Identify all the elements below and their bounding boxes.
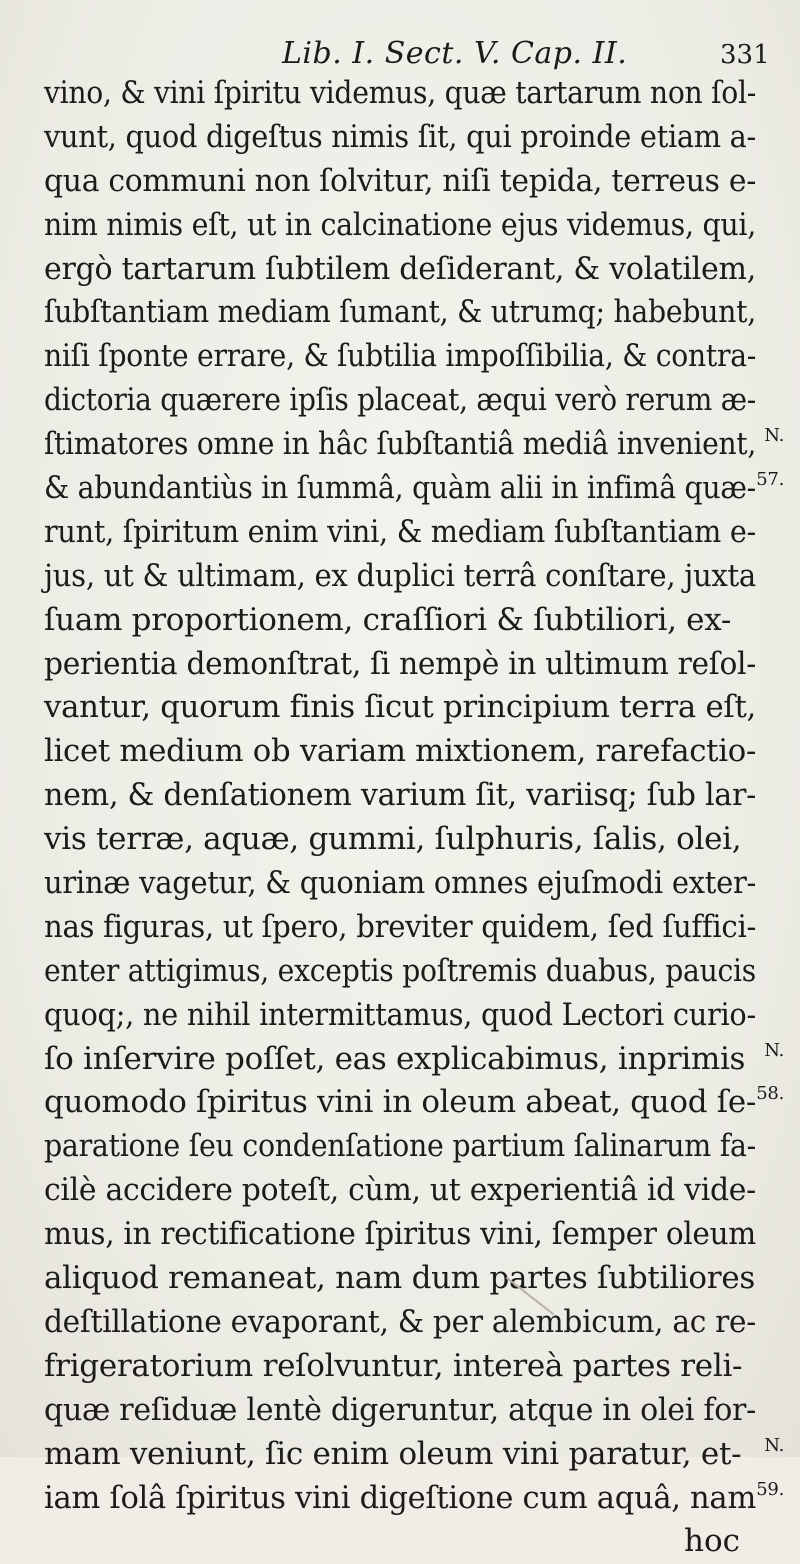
text-line [44, 1213, 784, 1257]
line-text: ſuam proportionem, craſſiori & ſubtiliori, ex- [44, 601, 732, 638]
line-text: quoq;, ne nihil intermittamus, quod Lectori curio- [44, 996, 756, 1033]
text-line [44, 467, 784, 511]
text-line [44, 994, 784, 1038]
text-line [44, 291, 784, 335]
text-line [44, 248, 784, 292]
line-text: ſo inſervire poſſet, eas explicabimus, inprimis [44, 1040, 746, 1077]
text-line [44, 686, 784, 730]
page-header [0, 36, 800, 76]
line-text: ergò tartarum ſubtilem deſiderant, & volatilem, [44, 250, 756, 287]
line-text: vantur, quorum finis ſicut principium terra eſt, [44, 689, 756, 726]
line-text: ſubſtantiam mediam ſumant, & utrumq; habebunt, [44, 294, 756, 331]
line-text: & abundantiùs in ſummâ, quàm alii in infimâ quæ- [44, 470, 756, 507]
line-text: runt, ſpiritum enim vini, & mediam ſubſtantiam e- [44, 513, 756, 550]
line-text: mam veniunt, ſic enim oleum vini paratur, et- [44, 1435, 742, 1472]
line-text: quæ reſiduæ lentè digeruntur, atque in olei for- [44, 1391, 756, 1428]
line-text: deſtillatione evaporant, & per alembicum, ac re- [44, 1303, 757, 1340]
line-text: vino, & vini ſpiritu videmus, quæ tartarum non ſol- [44, 75, 757, 111]
margin-note: N. [764, 1434, 784, 1456]
text-line [44, 1477, 784, 1521]
line-text: ſtimatores omne in hâc ſubſtantiâ mediâ invenient, [44, 426, 757, 463]
text-line [44, 1301, 784, 1345]
running-head: Lib. I. Sect. V. Cap. II. [282, 36, 628, 71]
line-text: enter attigimus, exceptis poſtremis duabus, paucis [44, 952, 756, 989]
text-line [44, 906, 784, 950]
margin-note: N. [764, 1039, 784, 1061]
text-line [44, 1169, 784, 1213]
text-line [44, 818, 784, 862]
text-line [44, 555, 784, 599]
text-line [44, 599, 784, 643]
margin-note: N. [764, 425, 784, 447]
text-line [44, 160, 784, 204]
line-text: paratione ſeu condenſatione partium ſalinarum fa- [44, 1128, 756, 1165]
line-text: frigeratorium reſolvuntur, intereà partes reli- [44, 1347, 743, 1384]
line-text: dictoria quærere ipſis placeat, æqui verò rerum æ- [44, 382, 756, 419]
text-line [44, 204, 784, 248]
text-line [44, 423, 784, 467]
text-line [44, 1345, 784, 1389]
margin-note: 58. [756, 1083, 784, 1105]
text-line [44, 116, 784, 160]
text-line [44, 1081, 784, 1125]
text-line [44, 1389, 784, 1433]
text-line [44, 335, 784, 379]
text-line [44, 730, 784, 774]
text-line [44, 643, 784, 687]
line-text: niſi ſponte errare, & ſubtilia impoſſibilia, & contra- [44, 338, 757, 375]
margin-note: 59. [756, 1478, 784, 1500]
page-number: 331 [720, 40, 770, 70]
text-line [44, 774, 784, 818]
line-text: licet medium ob variam mixtionem, rarefactio- [44, 733, 757, 770]
margin-note: 57. [756, 469, 784, 491]
line-text: nim nimis eſt, ut in calcinatione ejus videmus, qui, [44, 206, 756, 243]
line-text: nem, & denſationem varium ſit, variisq; ſub lar- [44, 777, 756, 814]
line-text: perientia demonſtrat, ſi nempè in ultimum reſol- [44, 645, 756, 682]
line-text: vunt, quod digeſtus nimis ſit, qui proinde etiam a- [44, 118, 757, 155]
line-text: cilè accidere poteſt, cùm, ut experientiâ id vide- [44, 1172, 756, 1209]
text-line [44, 862, 784, 906]
line-text: aliquod remaneat, nam dum partes ſubtiliores [44, 1260, 755, 1297]
text-line [44, 1125, 784, 1169]
line-text: jus, ut & ultimam, ex duplici terrâ conſtare, juxta [44, 557, 756, 594]
catchword-line [44, 1520, 784, 1564]
text-body [44, 72, 784, 1564]
line-text: iam ſolâ ſpiritus vini digeſtione cum aquâ, nam [44, 1479, 757, 1516]
text-line [44, 379, 784, 423]
line-text: nas figuras, ut ſpero, breviter quidem, ſed ſuffici- [44, 908, 757, 945]
text-line [44, 72, 784, 116]
line-text: quomodo ſpiritus vini in oleum abeat, quod ſe- [44, 1084, 757, 1121]
text-line [44, 1038, 784, 1082]
text-line [44, 1257, 784, 1301]
line-text: urinæ vagetur, & quoniam omnes ejuſmodi exter- [44, 865, 757, 902]
text-line [44, 950, 784, 994]
text-line [44, 511, 784, 555]
catchword: hoc [684, 1523, 740, 1560]
text-line [44, 1433, 784, 1477]
line-text: qua communi non ſolvitur, niſi tepida, terreus e- [44, 162, 756, 199]
line-text: mus, in rectificatione ſpiritus vini, ſemper oleum [44, 1216, 756, 1253]
line-text: vis terræ, aquæ, gummi, ſulphuris, ſalis, olei, [44, 821, 742, 858]
